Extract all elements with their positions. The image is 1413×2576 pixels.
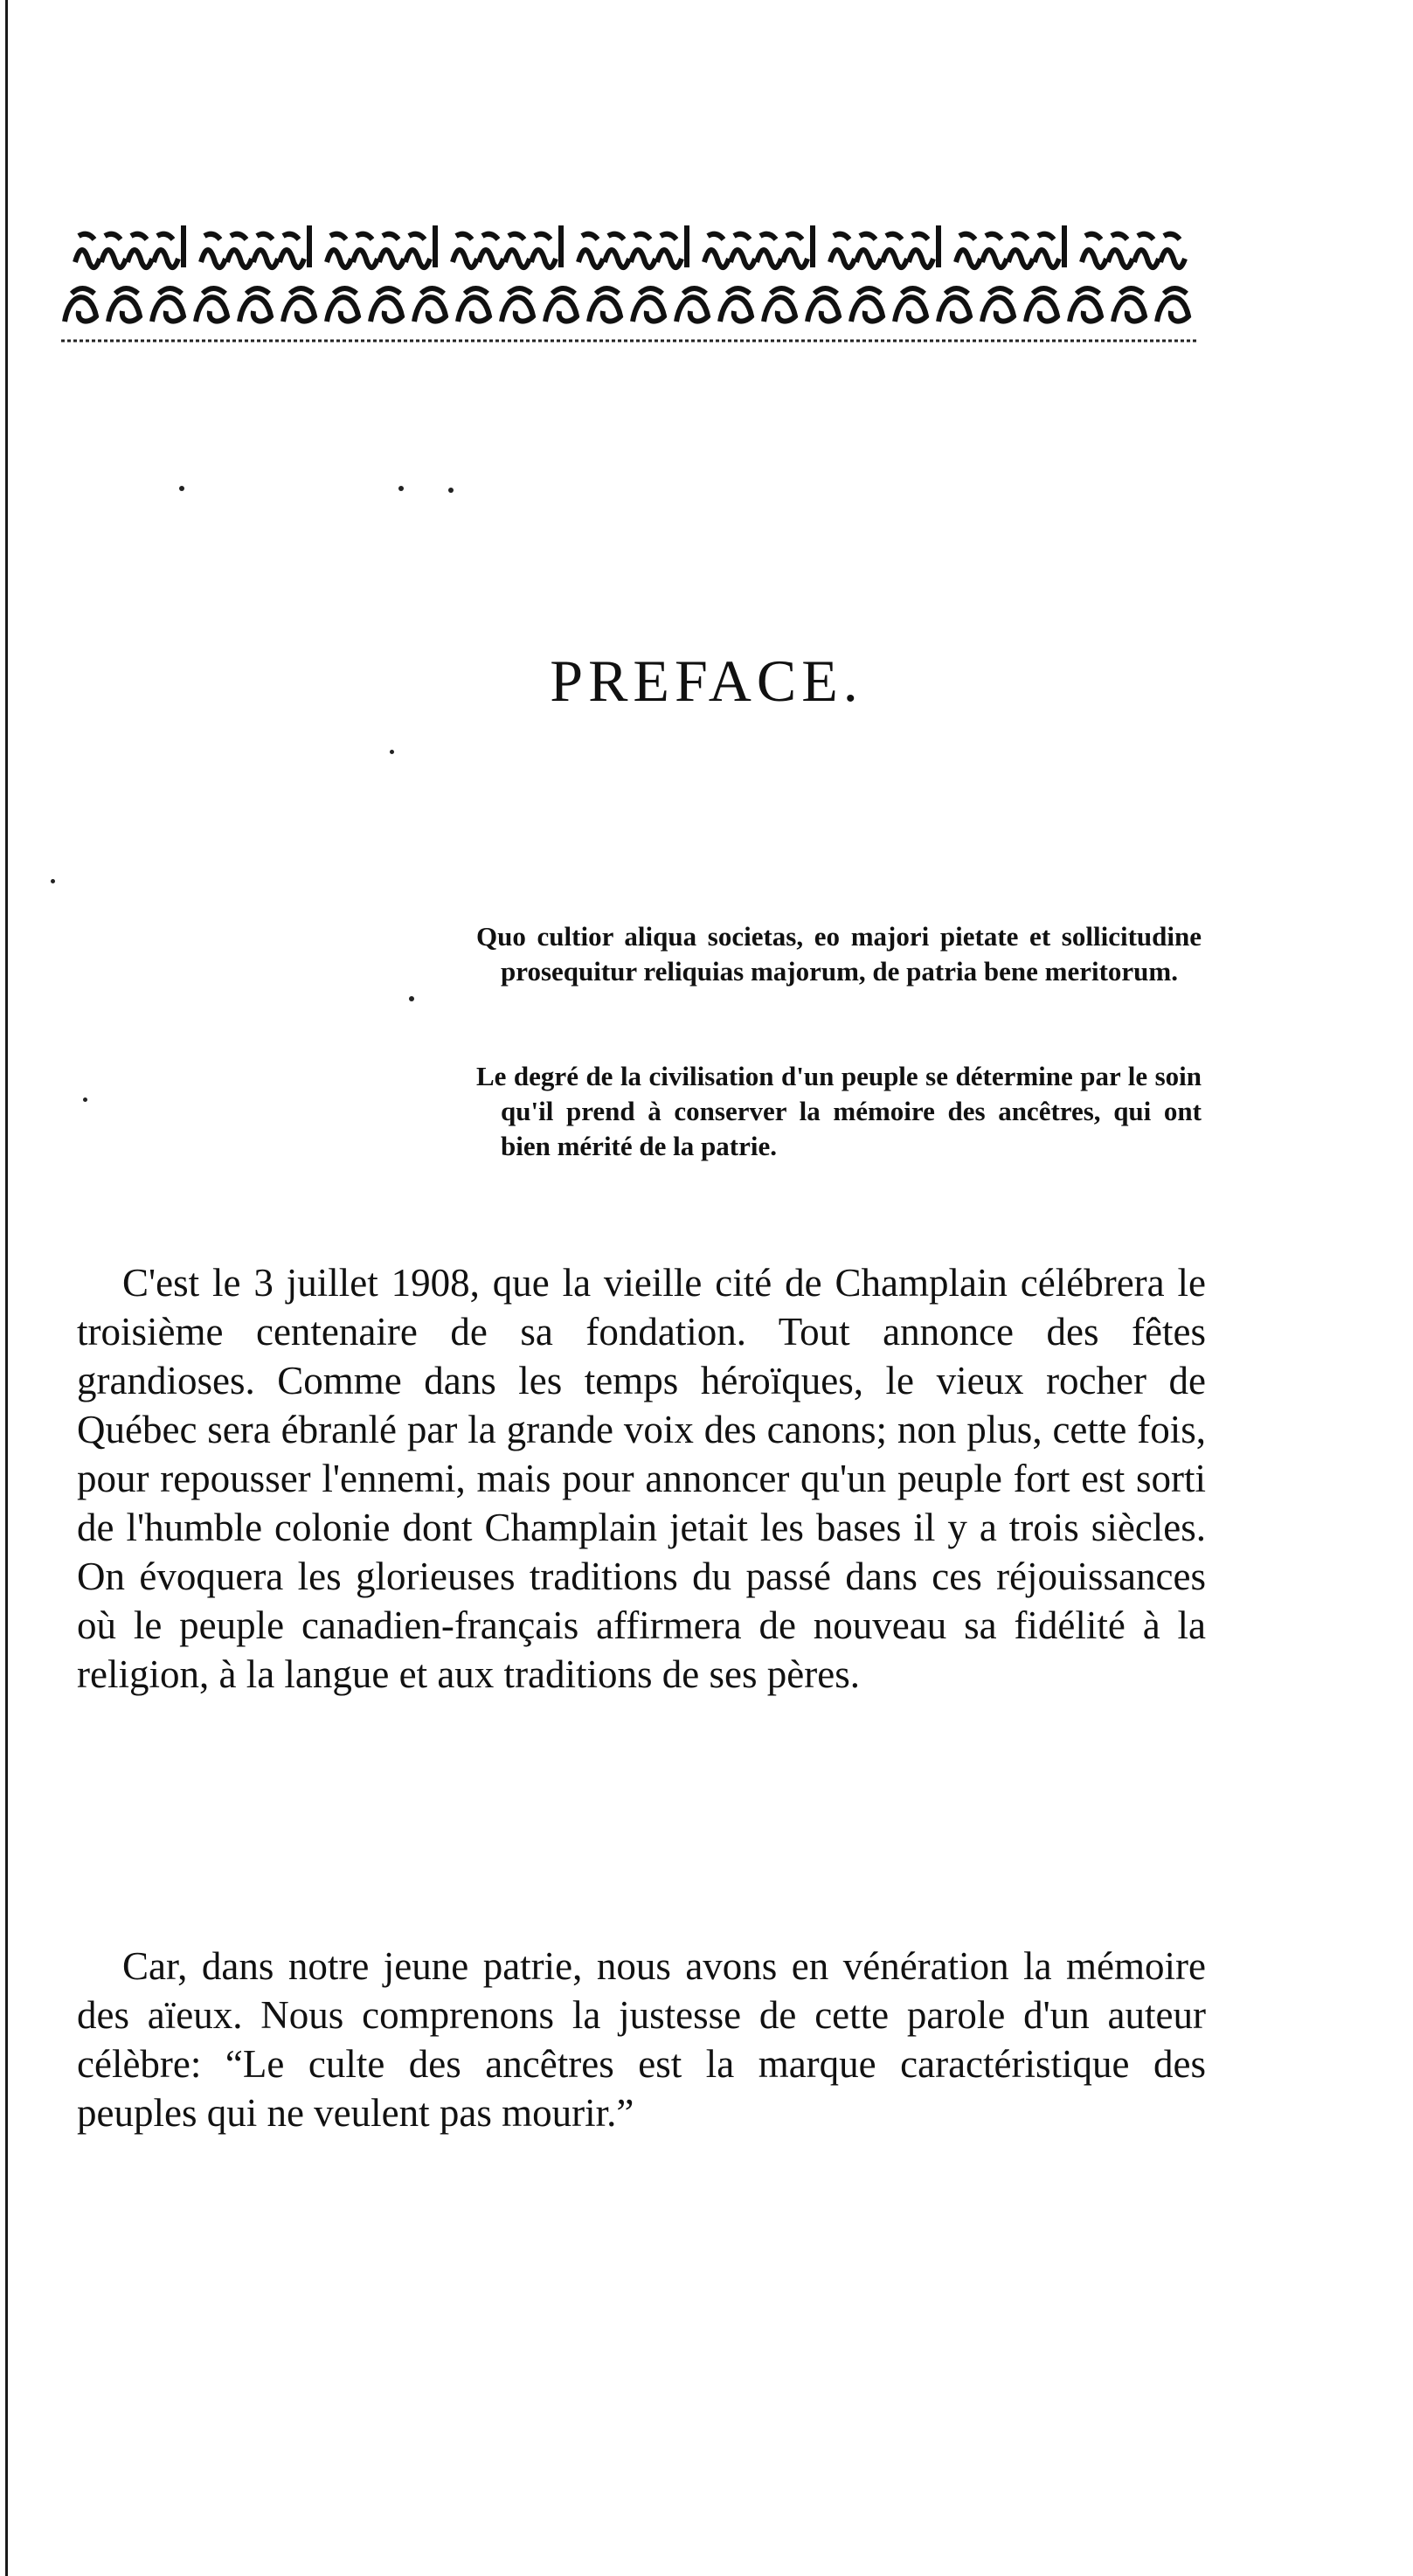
ornament-scroll xyxy=(895,288,926,322)
ornament-scroll xyxy=(720,288,752,322)
print-speck xyxy=(51,879,55,883)
ornament-motif xyxy=(327,225,435,267)
print-speck xyxy=(179,486,184,491)
page-gutter-line xyxy=(5,0,8,2576)
ornament-scroll xyxy=(589,288,620,322)
ornament-scroll xyxy=(1113,288,1145,322)
ornament-motif xyxy=(75,225,184,267)
ornament-scroll xyxy=(414,288,446,322)
ornament-scroll xyxy=(458,288,489,322)
body-paragraph-1 xyxy=(77,1258,1206,1699)
ornament-scroll xyxy=(851,288,883,322)
ornament-scroll xyxy=(239,288,271,322)
ornament-scroll xyxy=(502,288,533,322)
ornament-scroll xyxy=(545,288,577,322)
ornament-scroll xyxy=(1157,288,1188,322)
ornament-scroll xyxy=(982,288,1014,322)
print-speck xyxy=(83,1098,87,1102)
ornament-scroll xyxy=(764,288,795,322)
print-speck xyxy=(448,488,454,493)
ornament-motif xyxy=(704,225,813,267)
ornament-scroll xyxy=(196,288,227,322)
ornament-top-row xyxy=(75,225,1185,267)
ornament-motif xyxy=(1082,234,1185,267)
ornament-motif xyxy=(578,225,687,267)
print-speck xyxy=(398,486,404,491)
ornament-scroll xyxy=(108,288,140,322)
ornament-scroll xyxy=(1070,288,1101,322)
ornament-scroll xyxy=(633,288,664,322)
ornament-motif xyxy=(956,225,1064,267)
body-paragraph-2 xyxy=(77,1942,1206,2137)
ornament-scroll xyxy=(1026,288,1057,322)
epigraph-french-text: Le degré de la civilisation d'un peuple se détermine par le soin qu'il prend à conserver la mémoire des ancêtres, qui ont bien mérité de la patrie. xyxy=(476,1061,1202,1161)
paragraph-text: C'est le 3 juillet 1908, que la vieille cité de Champlain célébrera le troisième centenaire de sa fondation. Tout annonce des fêtes grandioses. Comme dans les temps héroïques, le vieux rocher de Québec sera ébranlé par la grande voix des canons; non plus, cette fois, pour repousser l'ennemi, mais pour annoncer qu'un peuple fort est sorti de l'humble colonie dont Champlain jetait les bases il y a trois siècles. On évoquera les glorieuses traditions du passé dans ces réjouissances où le peuple canadien-français affirmera de nouveau sa fidélité à la religion, à la langue et aux traditions de ses pères. xyxy=(77,1261,1206,1696)
ornament-motif xyxy=(830,225,939,267)
ornament-scroll xyxy=(65,288,96,322)
print-speck xyxy=(390,750,394,754)
print-speck xyxy=(409,996,414,1001)
ornament-scroll xyxy=(152,288,184,322)
decorative-header-ornament xyxy=(61,210,1197,350)
epigraph-latin xyxy=(476,919,1202,989)
paragraph-text: Car, dans notre jeune patrie, nous avons en vénération la mémoire des aïeux. Nous comprenons la justesse de cette parole d'un auteur célèbre: “Le culte des ancêtres est la marque caractéristique des peuples qui ne veulent pas mourir.” xyxy=(77,1944,1206,2135)
ornament-scroll xyxy=(327,288,358,322)
ornament-scroll xyxy=(676,288,708,322)
page-title: PREFACE. xyxy=(550,647,863,714)
ornament-scroll xyxy=(283,288,315,322)
epigraph-french xyxy=(476,1059,1202,1164)
ornament-bottom-row xyxy=(65,288,1188,322)
ornament-scroll xyxy=(807,288,839,322)
epigraph-latin-text: Quo cultior aliqua societas, eo majori pietate et sollicitudine prosequitur reliquias majorum, de patria bene meritorum. xyxy=(476,921,1202,987)
ornament-motif xyxy=(453,225,561,267)
ornament-motif xyxy=(201,225,309,267)
ornament-scroll xyxy=(371,288,402,322)
ornament-scroll xyxy=(939,288,970,322)
